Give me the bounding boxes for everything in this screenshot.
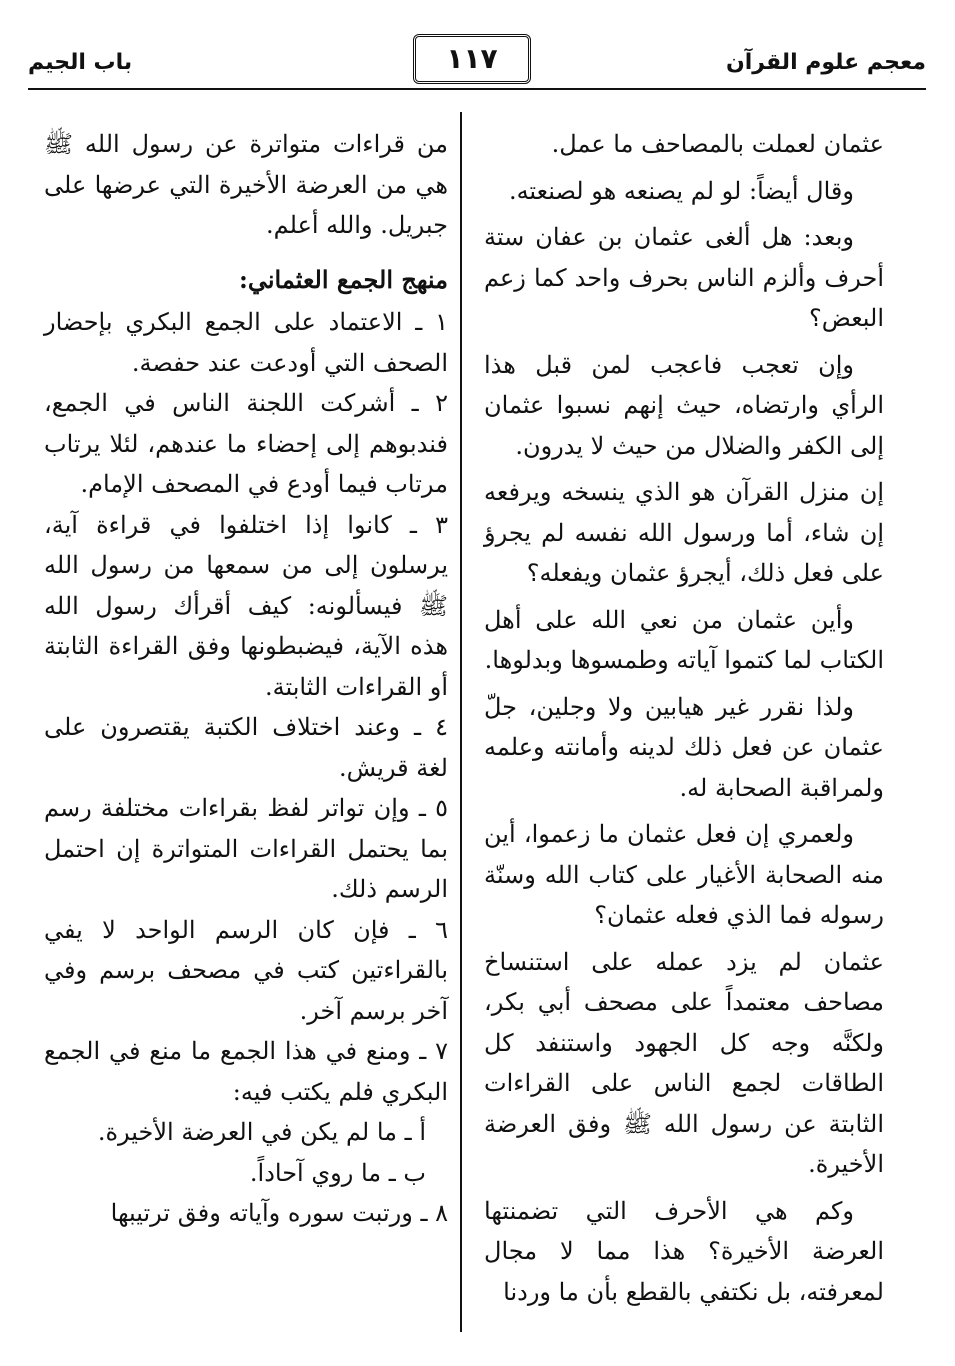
page-header [28,28,926,92]
paragraph: وأين عثمان من نعي الله على أهل الكتاب لما كتموا آياته وطمسوها وبدلوها. [484,605,884,674]
list-item: ٨ ـ ورتبت سوره وآياته وفق ترتيبها [110,1199,448,1227]
list-item: ٥ ـ وإن تواتر لفظ بقراءات مختلفة رسم بما يحتمل القراءات المتواترة إن احتمل الرسم ذلك. [44,794,448,903]
list-item: ٣ ـ كانوا إذا اختلفوا في قراءة آية، يرسلون إلى من سمعها من رسول الله ﷺ فيسألونه: كيف أقرأك رسول الله هذه الآية، فيضبطونها وفق القراءة الثابتة أو القراءات الثابتة. [44,510,448,701]
paragraph: وكم هي الأحرف التي تضمنتها العرضة الأخيرة؟ هذا مما لا مجال لمعرفته، بل نكتفي بالقطع بأن ما وردنا [484,1196,884,1306]
paragraph: من قراءات متواترة عن رسول الله ﷺ هي من العرضة الأخيرة التي عرضها على جبريل. والله أعلم. [44,130,448,239]
paragraph: عثمان لم يزد عمله على استنساخ مصاحف معتمداً على مصحف أبي بكر، ولكنَّه وجه كل الجهود واستنفد كل الطاقات لجمع الناس على القراءات الثابتة عن رسول الله ﷺ وفق العرضة الأخيرة. [484,947,884,1178]
sub-list-item: أ ـ ما لم يكن في العرضة الأخيرة. [97,1118,426,1146]
paragraph: عثمان لعملت بالمصاحف ما عمل. [551,130,884,158]
list-item: ٧ ـ ومنع في هذا الجمع ما منع في الجمع البكري فلم يكتب فيه: [44,1037,448,1106]
list-item: ١ ـ الاعتماد على الجمع البكري بإحضار الصحف التي أودعت عند حفصة. [44,308,448,377]
page-number: ١١٧ [413,34,531,84]
paragraph: ولعمري إن فعل عثمان ما زعموا، أين منه الصحابة الأغيار على كتاب الله وسنّة رسوله فما الذي فعله عثمان؟ [484,820,884,929]
chapter-title: باب الجيم [28,50,133,75]
paragraph: إن منزل القرآن هو الذي ينسخه ويرفعه إن شاء، أما ورسول الله نفسه لم يجرؤ على فعل ذلك، أيجرؤ عثمان ويفعله؟ [484,478,884,587]
paragraph: وبعد: هل ألغى عثمان بن عفان ستة أحرف وألزم الناس بحرف واحد كما زعم البعض؟ [484,223,884,332]
paragraph: ولذا نقرر غير هيابين ولا وجلين، جلّ عثمان عن فعل ذلك لدينه وأمانته وعلمه ولمراقبة الصحابة له. [484,692,884,802]
book-title: معجم علوم القرآن [725,50,926,75]
list-item: ٤ ـ وعند اختلاف الكتبة يقتصرون على لغة قريش. [44,713,448,782]
section-heading: منهج الجمع العثماني: [238,264,448,294]
sub-list-item: ب ـ ما روي آحاداً. [249,1158,426,1187]
left-column [44,124,448,1234]
list-item: ٦ ـ فإن كان الرسم الواحد لا يفي بالقراءتين كتب في مصحف برسم وفي آخر برسم آخر. [44,915,448,1025]
header-rule [28,88,926,90]
paragraph: وإن تعجب فاعجب لمن قبل هذا الرأي وارتضاه، حيث إنهم نسبوا عثمان إلى الكفر والضلال من حيث لا يدرون. [484,350,884,460]
right-column [484,124,884,1312]
paragraph: وقال أيضاً: لو لم يصنعه هو لصنعته. [508,176,854,205]
column-divider [460,112,462,1332]
list-item: ٢ ـ أشركت اللجنة الناس في الجمع، فندبوهم إلى إحضاء ما عندهم، لئلا يرتاب مرتاب فيما أودع في المصحف الإمام. [44,389,448,498]
